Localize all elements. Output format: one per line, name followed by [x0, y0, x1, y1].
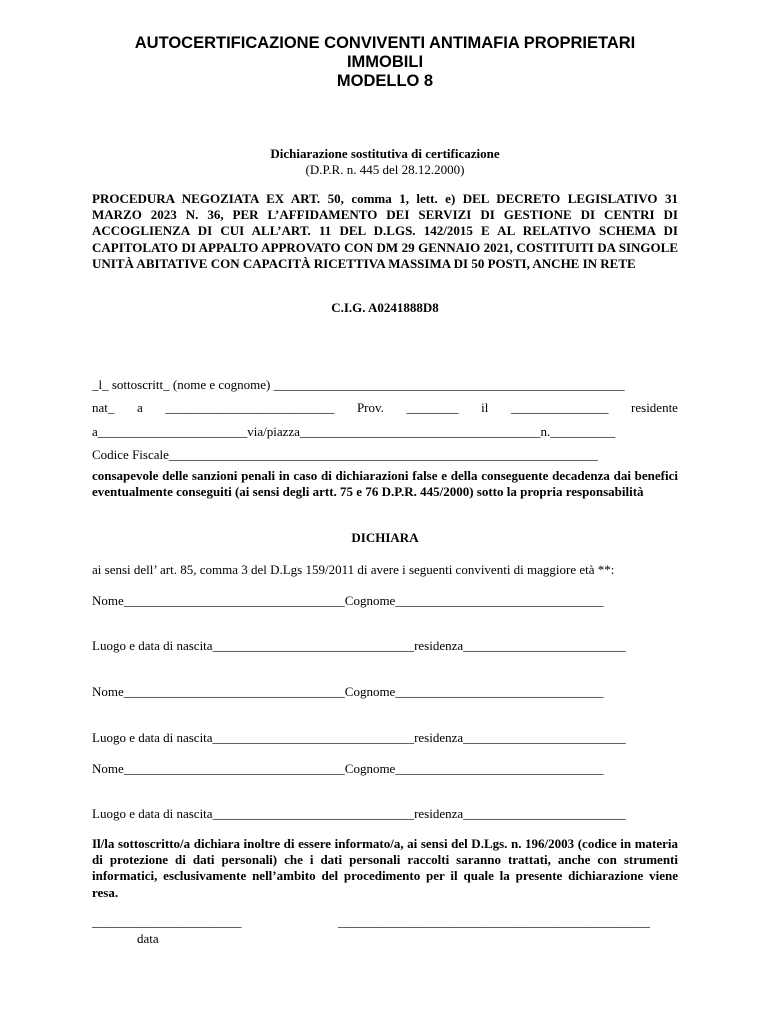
signature-line[interactable]: ________________________________________________ [338, 914, 650, 929]
fiscal-code-field[interactable]: Codice Fiscale__________________________________________________________________ [92, 447, 598, 462]
cohabitants-intro: ai sensi dell’ art. 85, comma 3 del D.Lgs 159/2011 di avere i seguenti conviventi di maggiore età **: [92, 562, 615, 577]
title-line-3: MODELLO 8 [336, 72, 434, 90]
born-a-label: a [136, 400, 143, 415]
date-signature-line[interactable]: _______________________ [92, 914, 242, 929]
declaration-heading: Dichiarazione sostitutiva di certificazione [270, 146, 500, 161]
cohabitant-2-birth-row[interactable]: Luogo e data di nascita_______________________________residenza_________________________ [92, 730, 626, 745]
cohabitant-2-name-row[interactable]: Nome__________________________________Cognome________________________________ [92, 684, 604, 699]
date-label: data [137, 931, 159, 946]
prov-label: Prov. [356, 400, 384, 415]
birth-info-row [92, 400, 678, 416]
document-title [0, 34, 770, 91]
undersigned-field[interactable]: _l_ sottoscritt_ (nome e cognome) ______________________________________________________ [92, 377, 625, 392]
cohabitant-3-name-row[interactable]: Nome__________________________________Cognome________________________________ [92, 761, 604, 776]
title-line-1: AUTOCERTIFICAZIONE CONVIVENTI ANTIMAFIA PROPRIETARI [134, 34, 636, 52]
dichiara-heading: DICHIARA [351, 530, 419, 545]
awareness-paragraph: consapevole delle sanzioni penali in caso di dichiarazioni false e della conseguente decadenza dai benefici eventualmente conseguiti (ai sensi degli artt. 75 e 76 D.P.R. 445/2000) sotto la propria responsabilità [92, 468, 678, 500]
title-line-2: IMMOBILI [346, 53, 424, 71]
declaration-reference: (D.P.R. n. 445 del 28.12.2000) [305, 162, 465, 177]
il-label: il [481, 400, 489, 415]
prov-field[interactable]: ________ [406, 400, 459, 415]
birth-date-field[interactable]: _______________ [510, 400, 609, 415]
cig-code: C.I.G. A0241888D8 [331, 300, 439, 315]
cohabitant-3-birth-row[interactable]: Luogo e data di nascita_______________________________residenza_________________________ [92, 806, 626, 821]
cohabitant-1-name-row[interactable]: Nome__________________________________Cognome________________________________ [92, 593, 604, 608]
procedure-paragraph: PROCEDURA NEGOZIATA EX ART. 50, comma 1, lett. e) DEL DECRETO LEGISLATIVO 31 MARZO 2023 N. 36, PER L’AFFIDAMENTO DEI SERVIZI DI GESTIONE DI CENTRI DI ACCOGLIENZA DI CUI ALL’ART. 11 DEL D.LGS. 142/2015 E AL RELATIVO SCHEMA DI CAPITOLATO DI APPALTO APPROVATO CON DM 29 GENNAIO 2021, COSTITUITI DA SINGOLE UNITÀ ABITATIVE CON CAPACITÀ RICETTIVA MASSIMA DI 50 POSTI, ANCHE IN RETE [92, 191, 678, 271]
cohabitant-1-birth-row[interactable]: Luogo e data di nascita_______________________________residenza_________________________ [92, 638, 626, 653]
address-field[interactable]: a_______________________via/piazza_____________________________________n.__________ [92, 424, 616, 439]
born-label: nat_ [92, 400, 115, 415]
birth-place-field[interactable]: __________________________ [165, 400, 335, 415]
residente-label: residente [631, 400, 678, 415]
privacy-paragraph: Il/la sottoscritto/a dichiara inoltre di essere informato/a, ai sensi del D.Lgs. n. 196/2003 (codice in materia di protezione di dati personali) che i dati personali raccolti saranno trattati, anche con strumenti informatici, esclusivamente nell’ambito del procedimento per il quale la presente dichiarazione viene resa. [92, 836, 678, 900]
